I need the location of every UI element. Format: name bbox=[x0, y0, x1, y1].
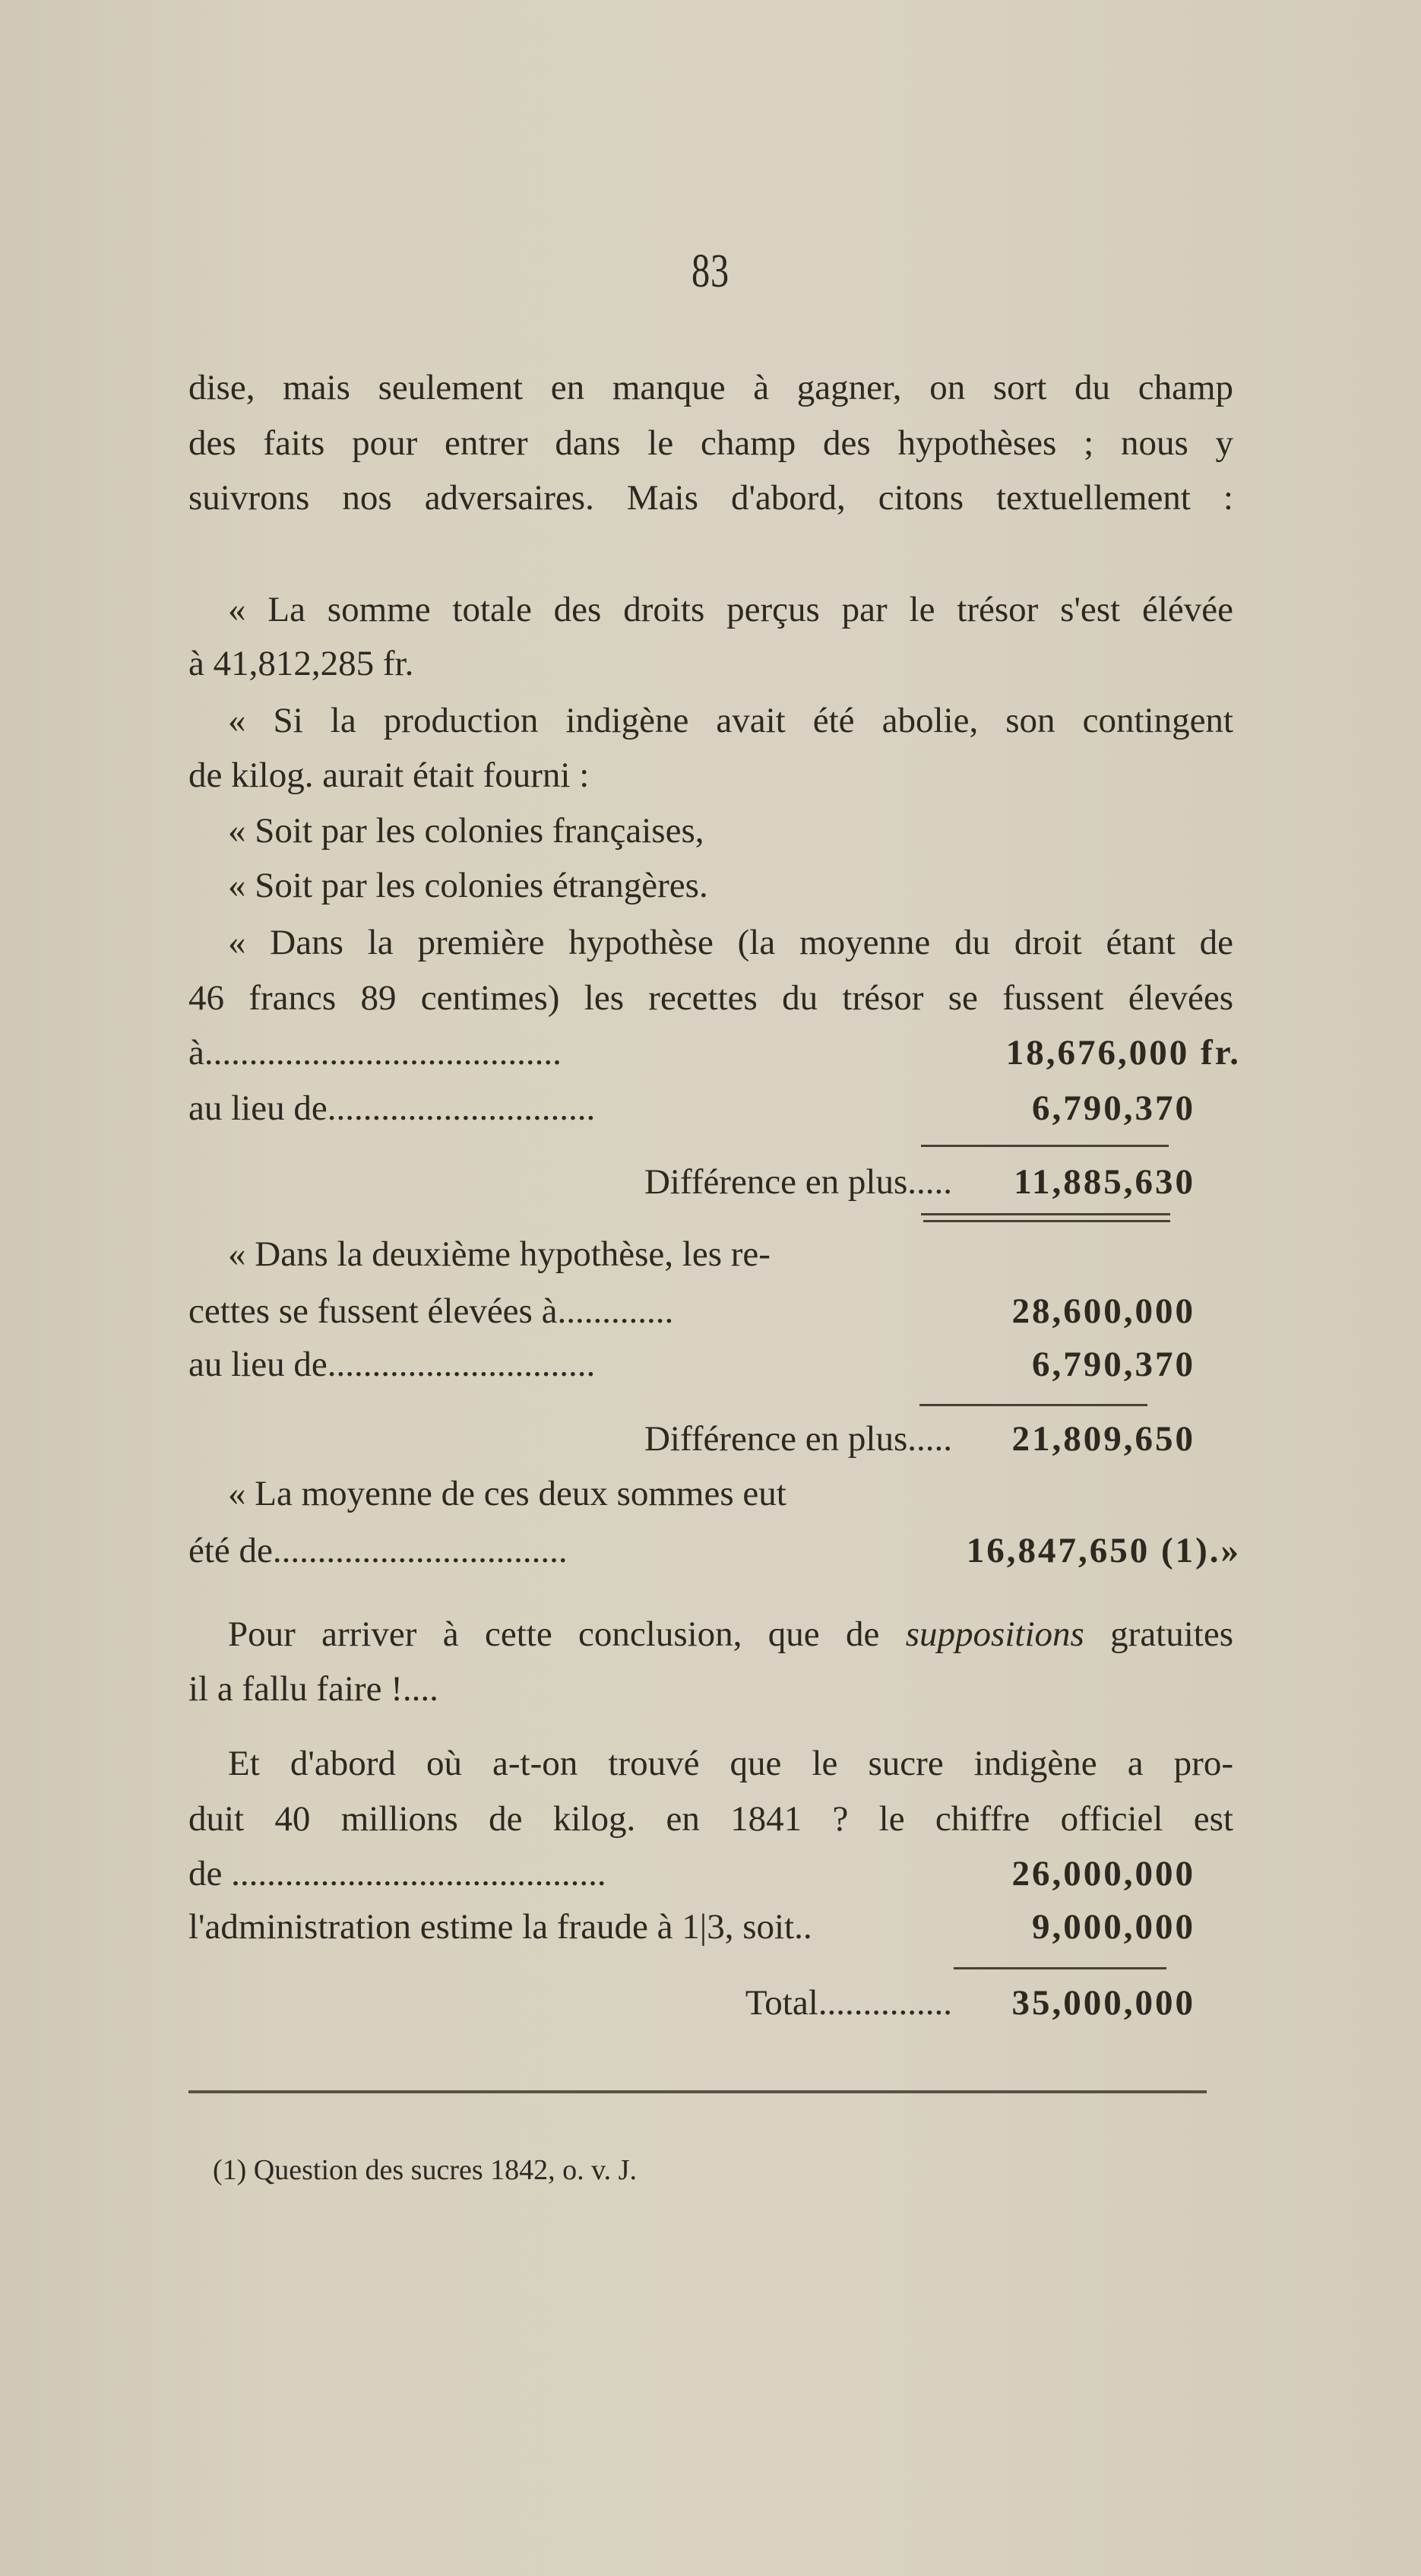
calc-row bbox=[188, 1159, 1233, 1205]
body-line: « Dans la deuxième hypothèse, les re- bbox=[228, 1234, 771, 1274]
quote-line: à 41,812,285 fr. bbox=[188, 644, 414, 683]
calc-label: à........................................ bbox=[188, 1033, 562, 1073]
calc-value: 21,809,650 bbox=[1011, 1419, 1195, 1459]
emphasis: suppositions bbox=[905, 1614, 1084, 1654]
sum-rule bbox=[919, 1404, 1147, 1406]
sum-rule bbox=[921, 1145, 1169, 1147]
calc-value: 6,790,370 bbox=[1032, 1088, 1195, 1128]
calc-label: Différence en plus..... bbox=[644, 1419, 952, 1459]
quote-line: « La somme totale des droits perçus par le trésor s'est élévée bbox=[228, 590, 1233, 629]
calc-row bbox=[188, 1085, 1233, 1131]
body-line: des faits pour entrer dans le champ des hypothèses ; nous y bbox=[188, 423, 1233, 463]
calc-label: cettes se fussent élevées à............. bbox=[188, 1291, 674, 1331]
quote-line: « Soit par les colonies françaises, bbox=[228, 811, 704, 851]
body-line: suivrons nos adversaires. Mais d'abord, citons textuellement : bbox=[188, 478, 1233, 518]
calc-row bbox=[188, 1851, 1233, 1896]
calc-value: 26,000,000 bbox=[1011, 1854, 1195, 1893]
footnote-rule bbox=[188, 2090, 1207, 2093]
double-rule-top bbox=[921, 1213, 1170, 1215]
calc-label: Différence en plus..... bbox=[644, 1162, 952, 1202]
body-line: dise, mais seulement en manque à gagner, on sort du champ bbox=[188, 368, 1233, 407]
calc-row bbox=[188, 1980, 1233, 2026]
calc-value: 28,600,000 bbox=[1011, 1291, 1195, 1331]
calc-row bbox=[188, 1342, 1233, 1387]
quote-line: de kilog. aurait était fourni : bbox=[188, 756, 590, 795]
calc-label: été de................................. bbox=[188, 1531, 568, 1570]
body-line: duit 40 millions de kilog. en 1841 ? le chiffre officiel est bbox=[188, 1799, 1233, 1839]
sum-rule bbox=[954, 1967, 1166, 1969]
calc-label: au lieu de.............................. bbox=[188, 1088, 596, 1128]
calc-value: 6,790,370 bbox=[1032, 1345, 1195, 1384]
calc-label: de .......................................... bbox=[188, 1854, 606, 1893]
text-fragment: gratuites bbox=[1084, 1614, 1233, 1654]
footnote: (1) Question des sucres 1842, o. v. J. bbox=[213, 2154, 637, 2186]
calc-label: Total............... bbox=[745, 1983, 952, 2023]
body-line: il a fallu faire !.... bbox=[188, 1669, 438, 1709]
calc-value: 9,000,000 bbox=[1032, 1907, 1195, 1947]
calc-label: l'administration estime la fraude à 1|3, soit.. bbox=[188, 1907, 812, 1947]
quote-line: 46 francs 89 centimes) les recettes du trésor se fussent élevées bbox=[188, 978, 1233, 1018]
calc-row bbox=[188, 1416, 1233, 1462]
quote-line: « Si la production indigène avait été abolie, son contingent bbox=[228, 701, 1233, 740]
body-line bbox=[228, 1611, 1233, 1657]
body-line: « La moyenne de ces deux sommes eut bbox=[228, 1474, 786, 1513]
calc-row bbox=[188, 1904, 1233, 1950]
double-rule-bottom bbox=[923, 1220, 1170, 1222]
calc-value: 18,676,000 fr. bbox=[1005, 1033, 1241, 1073]
calc-row bbox=[188, 1030, 1241, 1076]
calc-value: 35,000,000 bbox=[1011, 1983, 1195, 2023]
calc-value: 16,847,650 (1).» bbox=[966, 1531, 1241, 1570]
page-number: 83 bbox=[692, 246, 729, 297]
calc-row bbox=[188, 1288, 1233, 1334]
quote-line: « Soit par les colonies étrangères. bbox=[228, 866, 708, 905]
body-line: Et d'abord où a-t-on trouvé que le sucre indigène a pro- bbox=[228, 1744, 1233, 1783]
quote-line: « Dans la première hypothèse (la moyenne du droit étant de bbox=[228, 923, 1233, 962]
text-fragment: Pour arriver à cette conclusion, que de bbox=[228, 1614, 906, 1654]
calc-value: 11,885,630 bbox=[1014, 1162, 1195, 1202]
calc-row bbox=[188, 1528, 1241, 1573]
calc-label: au lieu de.............................. bbox=[188, 1345, 596, 1384]
